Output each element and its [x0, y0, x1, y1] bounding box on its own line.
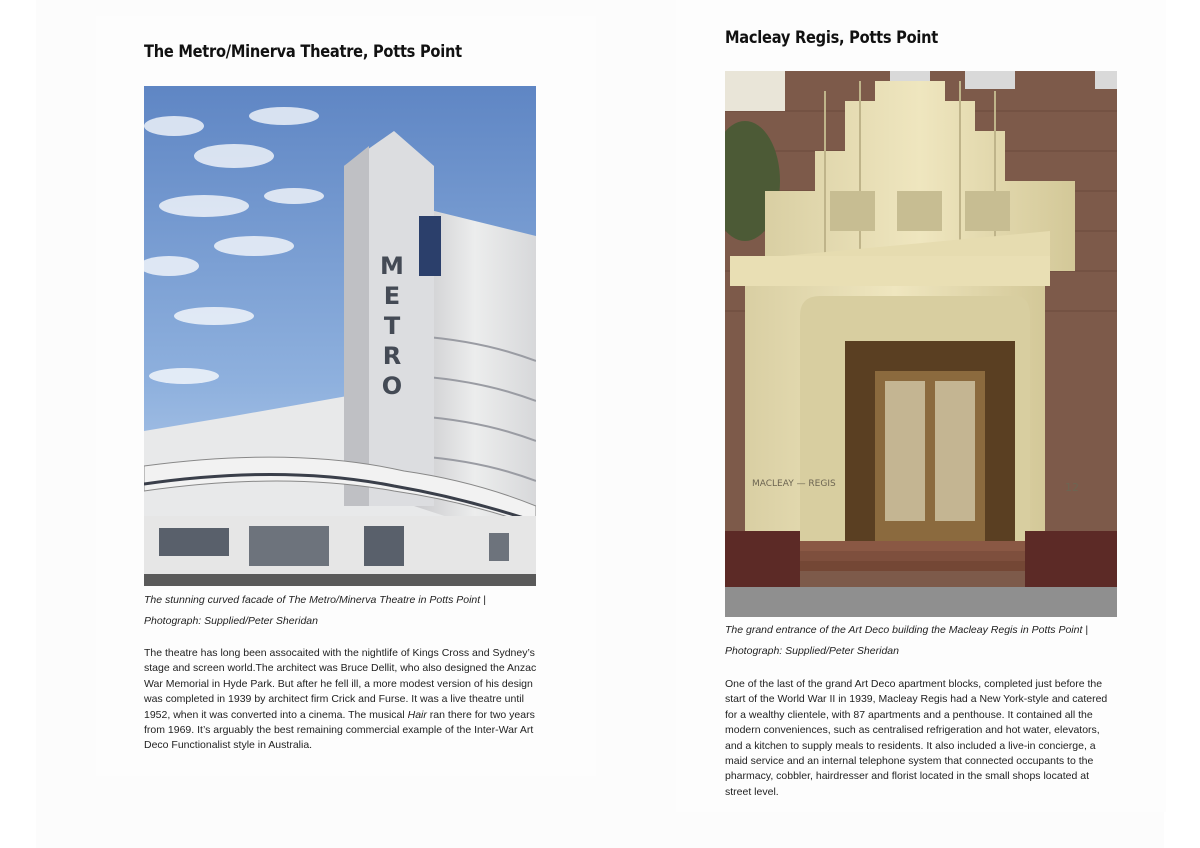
metro-theatre-photo: [144, 86, 536, 586]
left-article-body: [144, 646, 538, 754]
svg-text:O: O: [381, 372, 403, 400]
left-body-part-1: The theatre has long been assocaited with the nightlife of Kings Cross and Sydney’s stage and screen world.The architect was Bruce Dellit, who also designed the Anzac War Memorial in Hyde Park. But after he fell ill, a more modest version of his design was completed in 1939 by architect firm Crick and Furse. It was a live theatre until 1952, when it was converted into a cinema. The musical: [144, 647, 537, 721]
right-article-body: One of the last of the grand Art Deco apartment blocks, completed just before the start of the World War II in 1939, Macleay Regis had a New York-style and catered for a wealthy clientele, with 87 apartments and a penthouse. It contained all the modern conveniences, such as centralised refrigeration and hot water, elevators, and a kitchen to supply meals to residents. It also included a live-in concierge, a maid service and an internal telephone system that connected occupants to the pharmacy, cobbler, hairdresser and florist located in the small shops located at street level.: [725, 678, 1108, 798]
left-body-italic-title: Hair: [407, 708, 427, 721]
building-number: 12: [1065, 481, 1079, 494]
left-body-part-2: ran there for two years from 1969. It’s arguably the best remaining commercial example of the Inter-War Art Deco Functionalist style in Australia.: [144, 708, 535, 752]
svg-text:R: R: [382, 342, 402, 370]
macleay-regis-photo: [725, 71, 1117, 617]
left-photo-caption: The stunning curved facade of The Metro/Minerva Theatre in Potts Point | Photograph: Supplied/Peter Sheridan: [144, 594, 486, 627]
right-article-title: Macleay Regis, Potts Point: [725, 28, 939, 48]
right-photo-caption: The grand entrance of the Art Deco building the Macleay Regis in Potts Point | Photograph: Supplied/Peter Sheridan: [725, 624, 1089, 657]
svg-text:M: M: [380, 252, 404, 280]
left-article-title: The Metro/Minerva Theatre, Potts Point: [144, 42, 462, 62]
macleay-regis-sign: MACLEAY — REGIS: [752, 479, 836, 489]
svg-text:T: T: [383, 312, 401, 340]
svg-text:E: E: [383, 282, 401, 310]
